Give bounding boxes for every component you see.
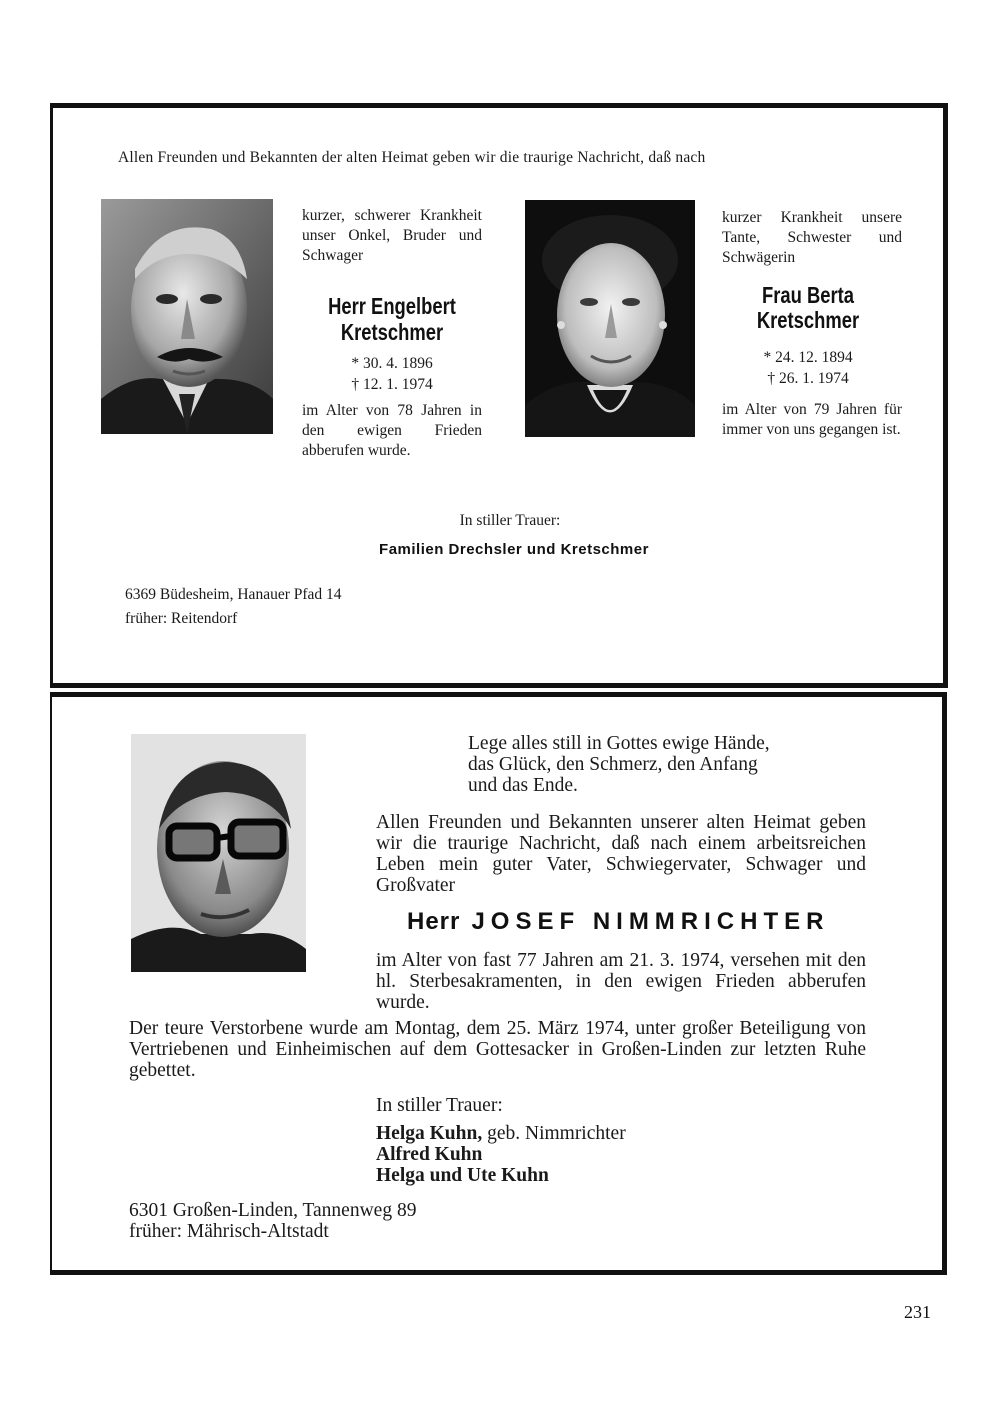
notice1-address-line1: 6369 Büdesheim, Hanauer Pfad 14: [125, 586, 342, 603]
deceased-name: JOSEF NIMMRICHTER: [471, 908, 830, 935]
person2-text-before: kurzer Krankheit unsere Tante, Schwester und Schwägerin: [722, 209, 902, 266]
notice1-intro: Allen Freunden und Bekannten der alten Heimat geben wir die traurige Nachricht, daß nach: [118, 149, 706, 166]
portrait-man-mustache-icon: [101, 199, 273, 434]
portrait-woman-icon: [525, 200, 695, 437]
mourner-3: Helga und Ute Kuhn: [376, 1165, 549, 1186]
person2-name-line1: Frau Berta: [761, 282, 855, 308]
portrait-engelbert-kretschmer: [101, 199, 273, 434]
deceased-name-line: [407, 908, 847, 936]
notice1-address-line2: früher: Reitendorf: [125, 610, 238, 627]
notice2-mourning-label: In stiller Trauer:: [376, 1095, 503, 1116]
person1-text-after: im Alter von 78 Jahren in den ewigen Frieden abberufen wurde.: [302, 402, 482, 459]
notice2-intro: Allen Freunden und Bekannten unserer alten Heimat geben wir die traurige Nachricht, daß nach einem arbeitsreichen Leben mein guter Vater, Schwiegervater, Schwager und Großvater: [376, 812, 866, 896]
person1-text-before: kurzer, schwerer Krankheit unser Onkel, Bruder und Schwager: [302, 207, 482, 264]
deceased-name-prefix: Herr: [407, 908, 461, 935]
portrait-josef-nimmrichter: [131, 734, 306, 972]
mourner-2: Alfred Kuhn: [376, 1144, 483, 1165]
verse-line-2: das Glück, den Schmerz, den Anfang: [468, 754, 758, 775]
person2-death: † 26. 1. 1974: [767, 370, 849, 387]
mourner-1-name: Helga Kuhn,: [376, 1123, 483, 1144]
person2-birth: * 24. 12. 1894: [763, 349, 853, 366]
person1-death: † 12. 1. 1974: [351, 376, 433, 393]
verse: [468, 733, 770, 796]
notice1-families: Familien Drechsler und Kretschmer: [379, 541, 649, 558]
person1-name-line1: Herr Engelbert: [328, 293, 456, 319]
person1-name-line2: Kretschmer: [340, 319, 444, 345]
mourner-1: [376, 1123, 626, 1144]
notice2-address-line2: früher: Mährisch-Altstadt: [129, 1221, 329, 1242]
page-number: 231: [904, 1302, 931, 1322]
mourner-1-birthname: geb. Nimmrichter: [487, 1123, 626, 1144]
notice1-mourning-label: In stiller Trauer:: [459, 512, 561, 529]
person2-text-after: im Alter von 79 Jahren für immer von uns gegangen ist.: [722, 401, 902, 438]
verse-line-1: Lege alles still in Gottes ewige Hände,: [468, 733, 770, 754]
person1-birth: * 30. 4. 1896: [351, 355, 433, 372]
portrait-berta-kretschmer: [525, 200, 695, 437]
verse-line-3: und das Ende.: [468, 775, 578, 796]
person2-name-line2: Kretschmer: [756, 307, 860, 333]
notice2-death-text: im Alter von fast 77 Jahren am 21. 3. 1974, versehen mit den hl. Sterbesakramenten, in den ewigen Frieden abberufen wurde.: [376, 950, 866, 1013]
portrait-man-glasses-icon: [131, 734, 306, 972]
notice2-burial-text: Der teure Verstorbene wurde am Montag, dem 25. März 1974, unter großer Beteiligung von Vertriebenen und Einheimischen auf dem Gottesacker in Großen-Linden zur letzten Ruhe gebettet.: [129, 1018, 866, 1081]
notice2-address-line1: 6301 Großen-Linden, Tannenweg 89: [129, 1200, 417, 1221]
